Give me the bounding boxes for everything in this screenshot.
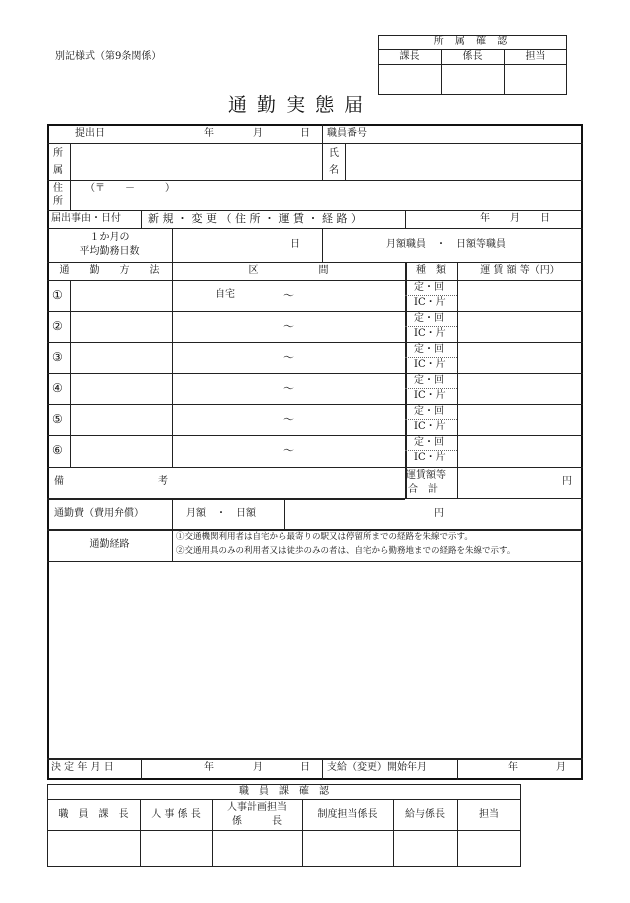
route-number: ① (52, 288, 63, 302)
reason-day-unit: 日 (540, 213, 550, 224)
expense-amount-field[interactable] (286, 500, 426, 528)
route-number: ④ (52, 381, 63, 395)
avg-days-unit: 日 (290, 239, 300, 250)
expense-options[interactable]: 月額 ・ 日額 (186, 508, 256, 519)
decision-day-unit: 日 (300, 762, 310, 773)
route-to-field[interactable] (298, 313, 403, 340)
route-type-top[interactable]: 定・回 (414, 375, 444, 386)
route-to-field[interactable] (298, 344, 403, 371)
employee-number-field[interactable] (375, 126, 580, 142)
route-method-field[interactable] (72, 437, 170, 464)
affiliation-label-2: 属 (53, 165, 63, 176)
route-type-top[interactable]: 定・回 (414, 406, 444, 417)
name-field[interactable] (347, 145, 580, 179)
avg-days-label-2: 平均勤務日数 (79, 246, 140, 257)
affiliation-stamp-cell-2[interactable] (442, 65, 503, 94)
route-tilde: ～ (283, 382, 294, 395)
route-fare-field[interactable] (459, 375, 581, 402)
remarks-label-1: 備 (54, 476, 64, 487)
decision-date-label: 決 定 年 月 日 (51, 762, 114, 773)
submit-year-unit: 年 (204, 128, 214, 139)
type-header: 種 類 (416, 265, 446, 276)
route-map-note-1: ①交通機関利用者は自宅から最寄りの駅又は停留所までの経路を朱線で示す。 (176, 532, 473, 542)
route-from-field[interactable] (174, 437, 278, 464)
employee-number-label: 職員番号 (327, 128, 367, 139)
route-tilde: ～ (283, 351, 294, 364)
postal-code: （〒 － ） (85, 183, 175, 194)
affiliation-label-1: 所 (53, 148, 63, 159)
staff-check-title: 職 員 課 確 認 (239, 786, 329, 797)
form-label: 別記様式（第9条関係） (55, 51, 162, 62)
route-map-area[interactable] (49, 563, 581, 757)
route-type-bottom[interactable]: IC・片 (414, 328, 446, 339)
route-method-field[interactable] (72, 406, 170, 433)
route-type-bottom[interactable]: IC・片 (414, 359, 446, 370)
staff-col-personnel-chief: 人 事 係 長 (151, 809, 201, 820)
submit-date-label: 提出日 (75, 128, 105, 139)
decision-month-unit: 月 (253, 762, 263, 773)
reason-label: 届出事由・日付 (51, 213, 121, 224)
route-to-field[interactable] (298, 406, 403, 433)
page-title: 通 勤 実 態 届 (228, 94, 366, 116)
route-fare-field[interactable] (459, 313, 581, 340)
avg-days-field[interactable] (174, 230, 284, 260)
route-tilde: ～ (283, 320, 294, 333)
route-method-field[interactable] (72, 375, 170, 402)
route-tilde: ～ (283, 413, 294, 426)
staff-col-planning-2: 係 長 (232, 816, 282, 827)
route-from-field[interactable] (174, 344, 278, 371)
fare-total-label-1: 運賃額等 (406, 470, 446, 481)
submit-day-unit: 日 (300, 128, 310, 139)
staff-stamp-cell-6[interactable] (458, 831, 520, 866)
payment-start-label: 支給（変更）開始年月 (327, 762, 427, 773)
employee-type-options[interactable]: 月額職員 ・ 日額等職員 (386, 239, 506, 250)
reason-options[interactable]: 新 規 ・ 変 更 （ 住 所 ・ 運 賃 ・ 経 路 ） (148, 212, 362, 225)
route-type-top[interactable]: 定・回 (414, 313, 444, 324)
payment-month-unit: 月 (556, 762, 566, 773)
route-number: ⑤ (52, 412, 63, 426)
affiliation-col-staff: 担当 (525, 51, 546, 62)
submit-month-unit: 月 (253, 128, 263, 139)
remarks-label-2: 考 (158, 476, 168, 487)
staff-col-division-chief: 職 員 課 長 (58, 809, 129, 820)
route-type-top[interactable]: 定・回 (414, 437, 444, 448)
route-fare-field[interactable] (459, 282, 581, 309)
payment-year-unit: 年 (508, 762, 518, 773)
expense-yen: 円 (434, 508, 444, 519)
staff-stamp-cell-5[interactable] (394, 831, 456, 866)
fare-total-field[interactable] (459, 469, 559, 497)
affiliation-col-subsection-chief: 係長 (462, 51, 483, 62)
reason-month-unit: 月 (510, 213, 520, 224)
route-type-bottom[interactable]: IC・片 (414, 421, 446, 432)
section-header: 区 間 (248, 265, 329, 276)
staff-stamp-cell-4[interactable] (303, 831, 392, 866)
fare-header: 運 賃 額 等（円） (480, 265, 560, 276)
route-number: ③ (52, 350, 63, 364)
route-tilde: ～ (283, 444, 294, 457)
fare-total-label-2: 合 計 (408, 484, 438, 495)
address-label-2: 所 (53, 196, 63, 207)
staff-col-planning-1: 人事計画担当 (227, 802, 287, 813)
route-number: ⑥ (52, 443, 63, 457)
remarks-field[interactable] (172, 469, 404, 497)
route-from-field[interactable] (174, 282, 278, 309)
route-from: 自宅 (215, 289, 235, 300)
address-label-1: 住 (53, 183, 63, 194)
route-type-top[interactable]: 定・回 (414, 282, 444, 293)
fare-total-yen: 円 (562, 476, 572, 487)
route-method-field[interactable] (72, 282, 170, 309)
route-to-field[interactable] (298, 282, 403, 309)
route-to-field[interactable] (298, 375, 403, 402)
avg-days-label-1: １か月の (89, 232, 130, 243)
route-type-bottom[interactable]: IC・片 (414, 452, 446, 463)
staff-col-salary-chief: 給与係長 (405, 809, 445, 820)
route-fare-field[interactable] (459, 344, 581, 371)
name-label-2: 名 (329, 165, 339, 176)
decision-year-unit: 年 (204, 762, 214, 773)
route-to-field[interactable] (298, 437, 403, 464)
route-fare-field[interactable] (459, 406, 581, 433)
reason-year-unit: 年 (480, 213, 490, 224)
route-number: ② (52, 319, 63, 333)
affiliation-col-section-chief: 課長 (399, 51, 420, 62)
route-fare-field[interactable] (459, 437, 581, 464)
route-type-top[interactable]: 定・回 (414, 344, 444, 355)
expense-label: 通勤費（費用弁償） (54, 508, 144, 519)
route-type-bottom[interactable]: IC・片 (414, 297, 446, 308)
affiliation-stamp-cell-3[interactable] (505, 65, 566, 94)
route-map-note-2: ②交通用具のみの利用者又は徒歩のみの者は、自宅から勤務地までの経路を朱線で示す。 (176, 546, 516, 556)
name-label-1: 氏 (329, 148, 339, 159)
staff-stamp-cell-1[interactable] (48, 831, 139, 866)
staff-stamp-cell-2[interactable] (141, 831, 211, 866)
method-header: 通 勤 方 法 (59, 265, 160, 276)
route-from-field[interactable] (174, 406, 278, 433)
staff-col-staff: 担当 (479, 809, 499, 820)
route-type-bottom[interactable]: IC・片 (414, 390, 446, 401)
affiliation-field[interactable] (72, 145, 320, 179)
route-from-field[interactable] (174, 375, 278, 402)
affiliation-check-title: 所 属 確 認 (433, 36, 512, 47)
route-method-field[interactable] (72, 313, 170, 340)
affiliation-stamp-cell-1[interactable] (379, 65, 440, 94)
route-from-field[interactable] (174, 313, 278, 340)
route-tilde: ～ (283, 289, 294, 302)
staff-stamp-cell-3[interactable] (213, 831, 301, 866)
route-method-field[interactable] (72, 344, 170, 371)
route-map-label: 通勤経路 (89, 539, 130, 550)
address-field[interactable] (72, 195, 580, 209)
staff-col-system-chief: 制度担当係長 (317, 809, 378, 820)
